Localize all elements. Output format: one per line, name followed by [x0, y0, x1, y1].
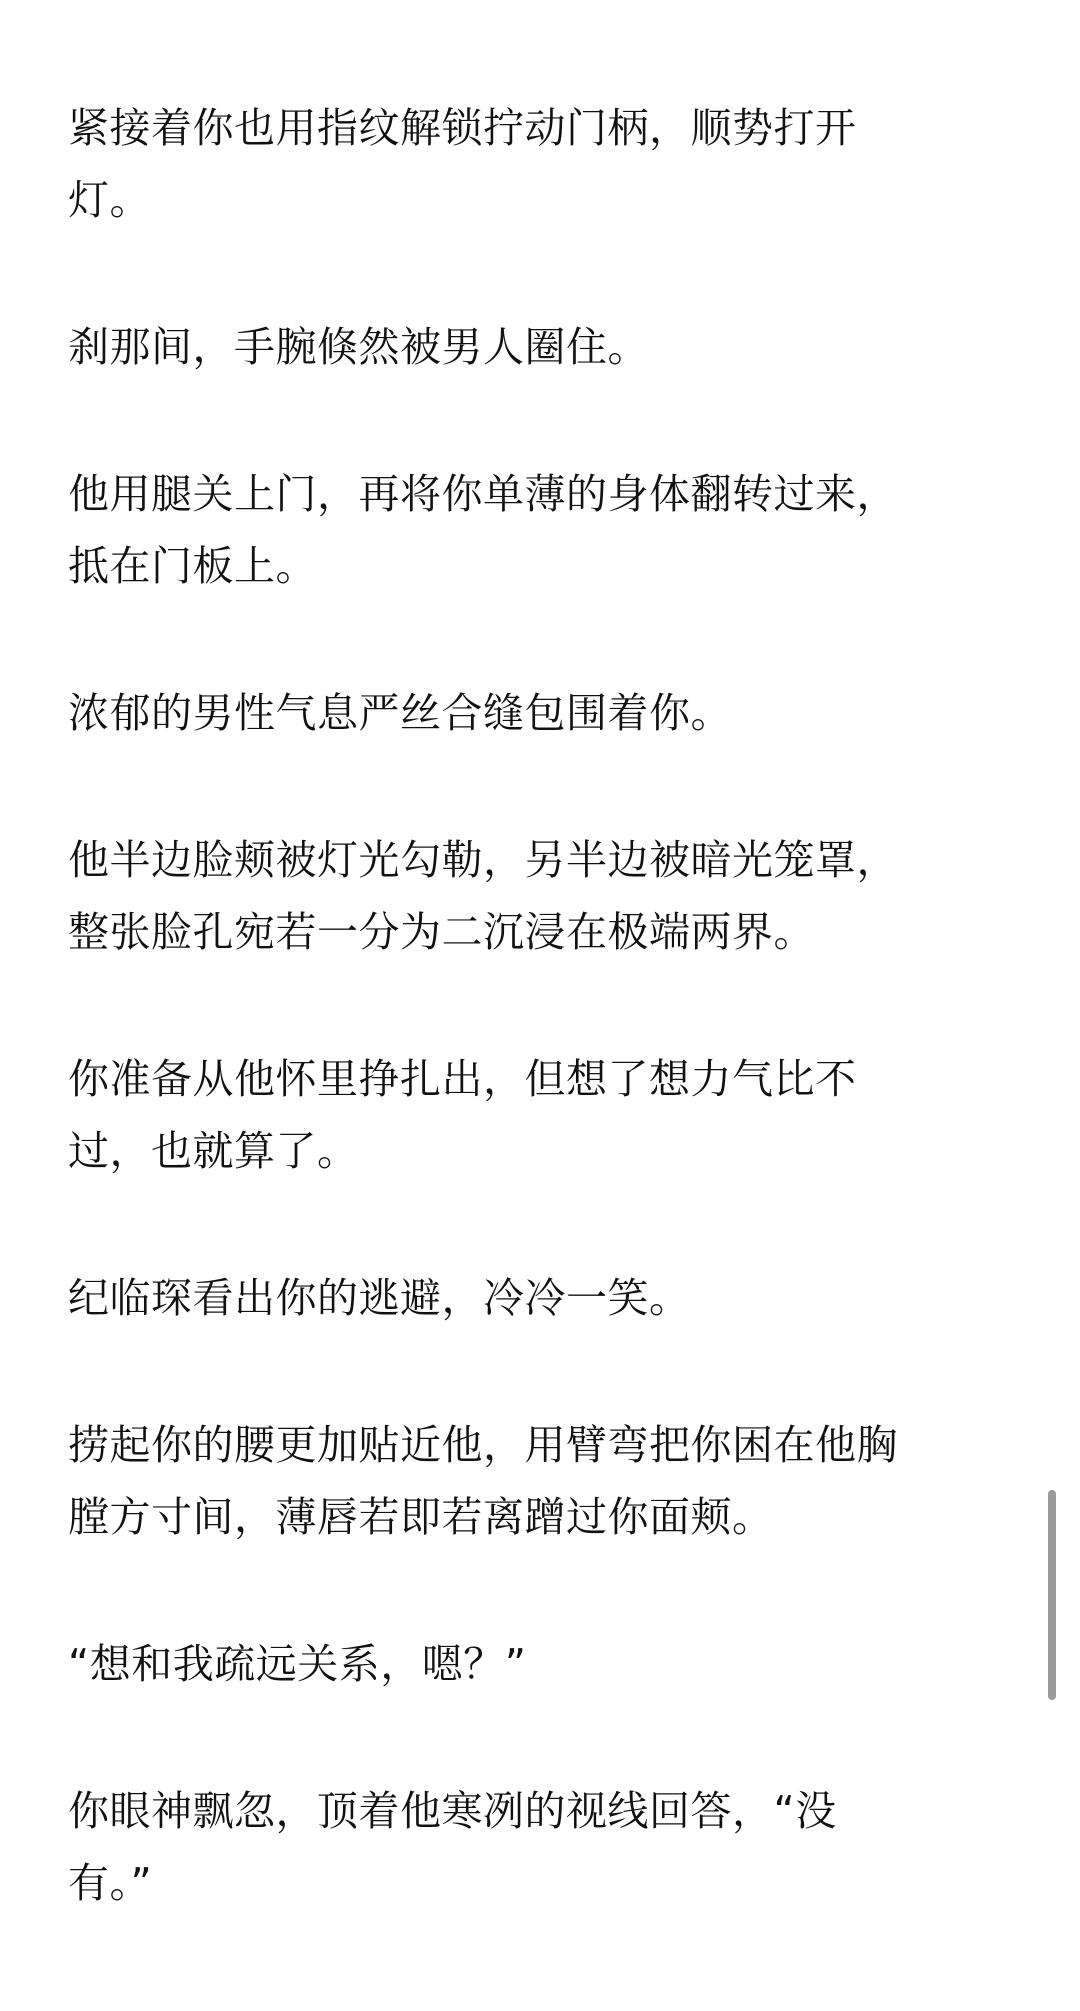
article-body	[68, 92, 1028, 1994]
text-line: 膛方寸间，薄唇若即若离蹭过你面颊。	[68, 1493, 774, 1541]
text-line: 紧接着你也用指纹解锁拧动门柄，顺势打开	[68, 104, 857, 152]
paragraph	[68, 1775, 1028, 1919]
text-line: 浓郁的男性气息严丝合缝包围着你。	[68, 689, 732, 737]
text-line: 你准备从他怀里挣扎出，但想了想力气比不	[68, 1055, 857, 1103]
text-line: 刹那间，手腕倏然被男人圈住。	[68, 323, 649, 371]
text-line: 捞起你的腰更加贴近他，用臂弯把你困在他胸	[68, 1421, 898, 1469]
paragraph	[68, 1043, 1028, 1187]
text-line: 你眼神飘忽，顶着他寒冽的视线回答，“没	[68, 1787, 837, 1835]
paragraph	[68, 677, 1028, 749]
text-line: 他用腿关上门，再将你单薄的身体翻转过来，	[68, 470, 898, 518]
paragraph	[68, 311, 1028, 383]
text-line: 纪临琛看出你的逃避，冷冷一笑。	[68, 1274, 691, 1322]
paragraph	[68, 1262, 1028, 1334]
paragraph	[68, 1409, 1028, 1553]
text-line: “想和我疏远关系，嗯？”	[68, 1640, 527, 1688]
text-line: 他半边脸颊被灯光勾勒，另半边被暗光笼罩，	[68, 836, 898, 884]
text-line: 灯。	[68, 176, 151, 224]
paragraph	[68, 92, 1028, 236]
text-line: 过，也就算了。	[68, 1127, 359, 1175]
paragraph	[68, 824, 1028, 968]
text-line: 有。”	[68, 1859, 153, 1907]
vertical-scrollbar[interactable]	[1048, 1490, 1056, 1700]
text-line: 抵在门板上。	[68, 542, 317, 590]
paragraph	[68, 458, 1028, 602]
paragraph	[68, 1628, 1028, 1700]
text-line: 整张脸孔宛若一分为二沉浸在极端两界。	[68, 908, 815, 956]
